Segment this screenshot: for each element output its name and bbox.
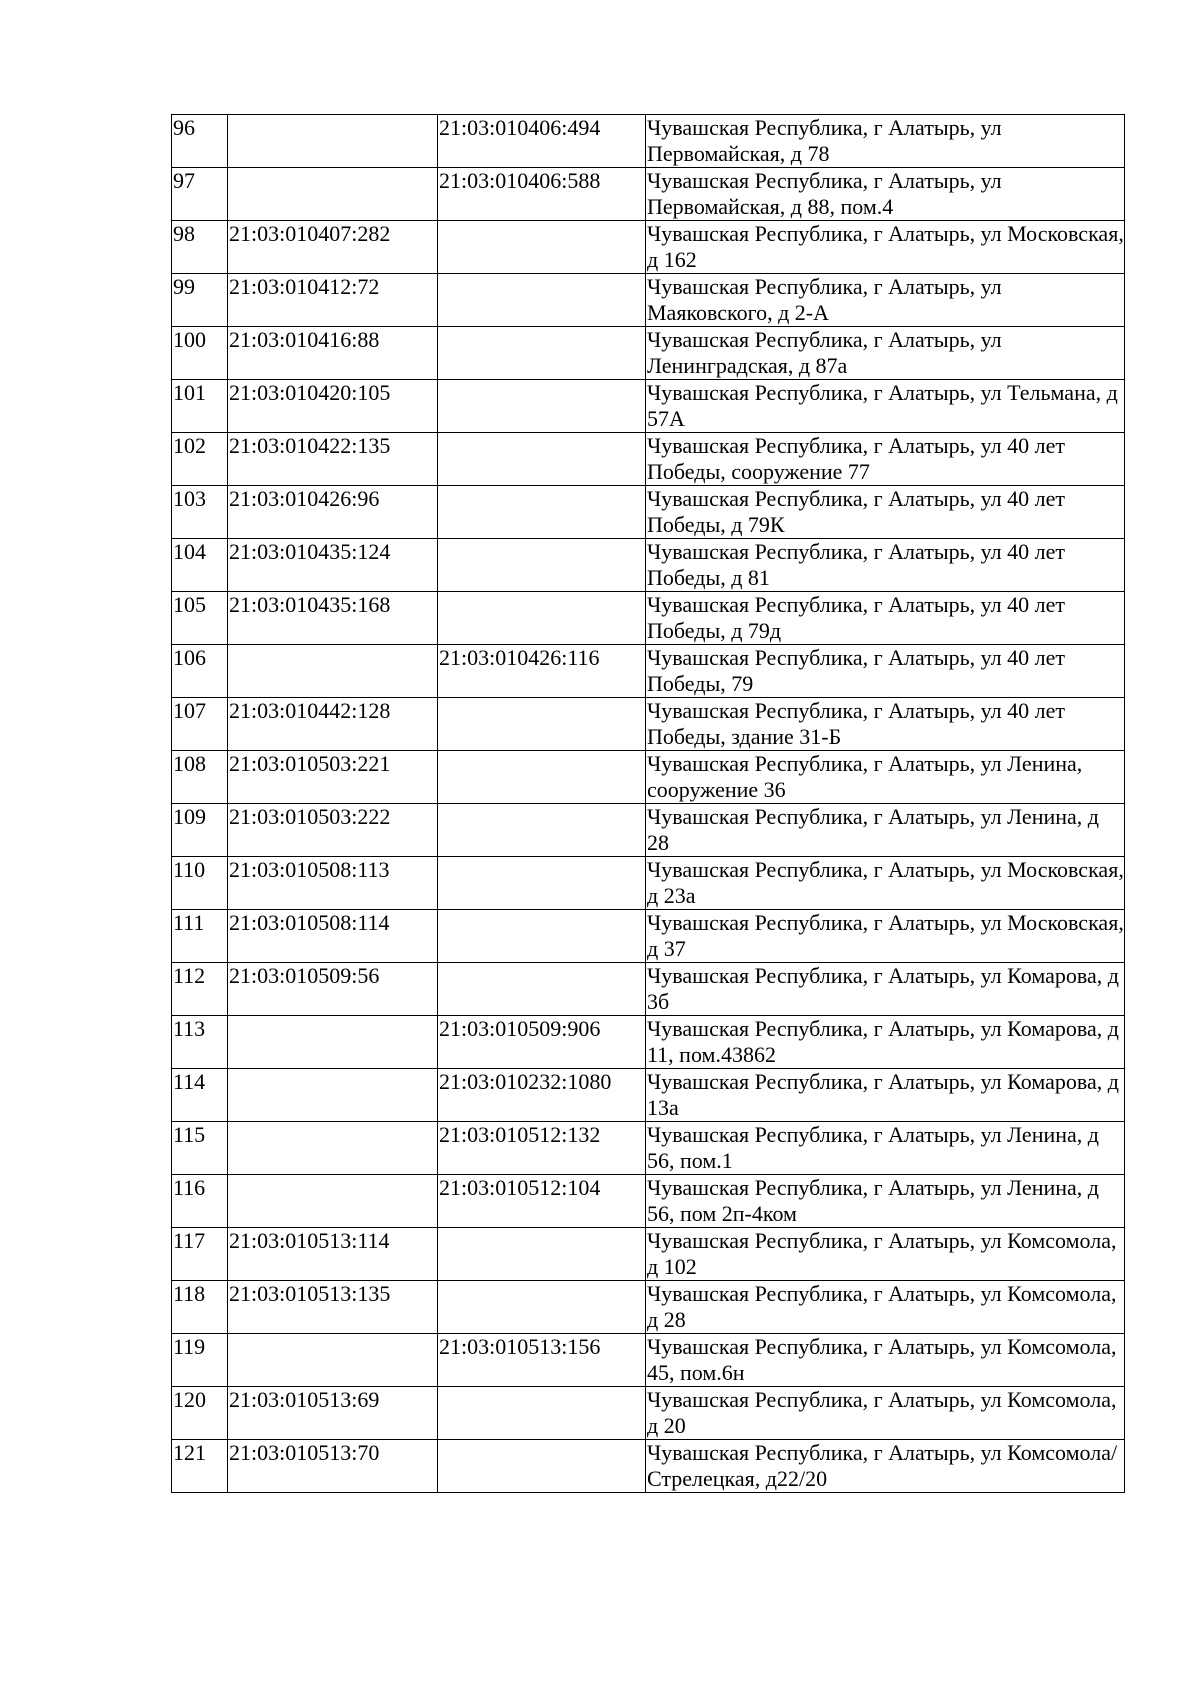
- object-cadastral-cell: 21:03:010406:494: [438, 115, 646, 168]
- table-row: [172, 168, 1125, 221]
- table-row: [172, 1069, 1125, 1122]
- object-cadastral-cell: [438, 327, 646, 380]
- address-cell: Чувашская Республика, г Алатырь, ул Московская, д 162: [647, 221, 1124, 272]
- land-cadastral-cell: 21:03:010422:135: [228, 433, 438, 486]
- row-number-cell: 104: [172, 539, 228, 592]
- object-cadastral-cell: 21:03:010232:1080: [438, 1069, 646, 1122]
- land-cadastral-cell: [228, 1334, 438, 1387]
- address-cell: Чувашская Республика, г Алатырь, ул Маяковского, д 2-А: [646, 274, 1125, 327]
- row-number-cell: 118: [172, 1281, 228, 1334]
- table-row: [172, 1334, 1125, 1387]
- address-cell: Чувашская Республика, г Алатырь, ул Ленина, сооружение 36: [646, 751, 1125, 804]
- object-cadastral-cell: [438, 539, 646, 592]
- object-cadastral-cell: 21:03:010426:116: [438, 645, 646, 698]
- address-cell: Чувашская Республика, г Алатырь, ул Первомайская, д 88, пом.4: [646, 168, 1125, 221]
- table-row: [172, 539, 1125, 592]
- row-number-cell: 115: [172, 1122, 228, 1175]
- row-number-cell: 103: [172, 486, 228, 539]
- land-cadastral-cell: 21:03:010513:114: [228, 1228, 438, 1281]
- land-cadastral-cell: [228, 1069, 438, 1122]
- address-cell: Чувашская Республика, г Алатырь, ул Ленина, д 56, пом 2п-4ком: [646, 1175, 1125, 1228]
- property-table-body: [172, 115, 1125, 1493]
- land-cadastral-cell: [228, 645, 438, 698]
- table-row: [172, 1228, 1125, 1281]
- address-cell: Чувашская Республика, г Алатырь, ул 40 лет Победы, д 79д: [646, 592, 1125, 645]
- object-cadastral-cell: [438, 804, 646, 857]
- row-number-cell: 97: [172, 168, 228, 221]
- object-cadastral-cell: [438, 1281, 646, 1334]
- address-cell: Чувашская Республика, г Алатырь, ул Московская, д 23а: [647, 857, 1124, 908]
- address-cell: Чувашская Республика, г Алатырь, ул Комсомола, д 28: [646, 1281, 1125, 1334]
- object-cadastral-cell: [438, 1228, 646, 1281]
- address-cell: Чувашская Республика, г Алатырь, ул 40 лет Победы, 79: [646, 645, 1125, 698]
- row-number-cell: 101: [172, 380, 228, 433]
- land-cadastral-cell: 21:03:010416:88: [228, 327, 438, 380]
- land-cadastral-cell: 21:03:010442:128: [228, 698, 438, 751]
- land-cadastral-cell: [228, 1016, 438, 1069]
- row-number-cell: 100: [172, 327, 228, 380]
- row-number-cell: 119: [172, 1334, 228, 1387]
- object-cadastral-cell: [438, 1387, 646, 1440]
- address-cell: Чувашская Республика, г Алатырь, ул Комсомола/Стрелецкая, д22/20: [646, 1440, 1125, 1493]
- object-cadastral-cell: [438, 380, 646, 433]
- row-number-cell: 121: [172, 1440, 228, 1493]
- address-cell: Чувашская Республика, г Алатырь, ул Комсомола, д 102: [646, 1228, 1125, 1281]
- address-cell: Чувашская Республика, г Алатырь, ул Тельмана, д 57А: [646, 380, 1125, 433]
- row-number-cell: 98: [172, 221, 228, 274]
- table-row: [172, 327, 1125, 380]
- land-cadastral-cell: [228, 1122, 438, 1175]
- table-row: [172, 963, 1125, 1016]
- row-number-cell: 107: [172, 698, 228, 751]
- object-cadastral-cell: [438, 751, 646, 804]
- object-cadastral-cell: 21:03:010513:156: [438, 1334, 646, 1387]
- row-number-cell: 111: [172, 910, 228, 963]
- address-cell: Чувашская Республика, г Алатырь, ул Комсомола, д 20: [646, 1387, 1125, 1440]
- row-number-cell: 113: [172, 1016, 228, 1069]
- row-number-cell: 99: [172, 274, 228, 327]
- object-cadastral-cell: [438, 698, 646, 751]
- table-row: [172, 380, 1125, 433]
- land-cadastral-cell: 21:03:010435:124: [228, 539, 438, 592]
- table-row: [172, 1387, 1125, 1440]
- land-cadastral-cell: 21:03:010513:135: [228, 1281, 438, 1334]
- land-cadastral-cell: 21:03:010420:105: [228, 380, 438, 433]
- land-cadastral-cell: [228, 115, 438, 168]
- address-cell: Чувашская Республика, г Алатырь, ул Ленинградская, д 87а: [646, 327, 1125, 380]
- object-cadastral-cell: [438, 274, 646, 327]
- table-row: [172, 1175, 1125, 1228]
- land-cadastral-cell: 21:03:010503:221: [228, 751, 438, 804]
- object-cadastral-cell: 21:03:010406:588: [438, 168, 646, 221]
- table-row: [172, 433, 1125, 486]
- address-cell: Чувашская Республика, г Алатырь, ул Московская, д 37: [647, 910, 1124, 961]
- row-number-cell: 106: [172, 645, 228, 698]
- table-row: [172, 115, 1125, 168]
- land-cadastral-cell: 21:03:010407:282: [228, 221, 438, 274]
- land-cadastral-cell: 21:03:010426:96: [228, 486, 438, 539]
- row-number-cell: 108: [172, 751, 228, 804]
- address-cell: Чувашская Республика, г Алатырь, ул Комарова, д 3б: [646, 963, 1125, 1016]
- object-cadastral-cell: [438, 433, 646, 486]
- address-cell: Чувашская Республика, г Алатырь, ул Комарова, д 13а: [646, 1069, 1125, 1122]
- land-cadastral-cell: 21:03:010513:69: [228, 1387, 438, 1440]
- table-row: [172, 221, 1125, 274]
- address-cell: Чувашская Республика, г Алатырь, ул 40 лет Победы, сооружение 77: [646, 433, 1125, 486]
- land-cadastral-cell: 21:03:010508:113: [228, 857, 438, 910]
- row-number-cell: 114: [172, 1069, 228, 1122]
- land-cadastral-cell: 21:03:010503:222: [228, 804, 438, 857]
- row-number-cell: 96: [172, 115, 228, 168]
- object-cadastral-cell: [438, 857, 646, 910]
- land-cadastral-cell: 21:03:010435:168: [228, 592, 438, 645]
- object-cadastral-cell: [438, 486, 646, 539]
- table-row: [172, 751, 1125, 804]
- land-cadastral-cell: 21:03:010509:56: [228, 963, 438, 1016]
- table-row: [172, 698, 1125, 751]
- land-cadastral-cell: [228, 1175, 438, 1228]
- object-cadastral-cell: [438, 963, 646, 1016]
- table-row: [172, 1440, 1125, 1493]
- table-row: [172, 1281, 1125, 1334]
- table-row: [172, 804, 1125, 857]
- row-number-cell: 105: [172, 592, 228, 645]
- table-row: [172, 486, 1125, 539]
- object-cadastral-cell: [438, 592, 646, 645]
- table-row: [172, 1122, 1125, 1175]
- row-number-cell: 117: [172, 1228, 228, 1281]
- table-row: [172, 274, 1125, 327]
- address-cell: Чувашская Республика, г Алатырь, ул 40 лет Победы, д 81: [646, 539, 1125, 592]
- object-cadastral-cell: [438, 910, 646, 963]
- object-cadastral-cell: [438, 1440, 646, 1493]
- table-row: [172, 1016, 1125, 1069]
- row-number-cell: 109: [172, 804, 228, 857]
- object-cadastral-cell: [438, 221, 646, 274]
- table-row: [172, 645, 1125, 698]
- property-table: [171, 114, 1125, 1493]
- table-row: [172, 857, 1125, 910]
- row-number-cell: 102: [172, 433, 228, 486]
- object-cadastral-cell: 21:03:010512:104: [438, 1175, 646, 1228]
- land-cadastral-cell: 21:03:010508:114: [228, 910, 438, 963]
- land-cadastral-cell: 21:03:010412:72: [228, 274, 438, 327]
- address-cell: Чувашская Республика, г Алатырь, ул Ленина, д 28: [646, 804, 1125, 857]
- row-number-cell: 112: [172, 963, 228, 1016]
- object-cadastral-cell: 21:03:010512:132: [438, 1122, 646, 1175]
- table-row: [172, 910, 1125, 963]
- address-cell: Чувашская Республика, г Алатырь, ул Комсомола, 45, пом.6н: [646, 1334, 1125, 1387]
- row-number-cell: 120: [172, 1387, 228, 1440]
- row-number-cell: 110: [172, 857, 228, 910]
- address-cell: Чувашская Республика, г Алатырь, ул 40 лет Победы, д 79К: [646, 486, 1125, 539]
- land-cadastral-cell: 21:03:010513:70: [228, 1440, 438, 1493]
- address-cell: Чувашская Республика, г Алатырь, ул Комарова, д 11, пом.43862: [646, 1016, 1125, 1069]
- row-number-cell: 116: [172, 1175, 228, 1228]
- address-cell: Чувашская Республика, г Алатырь, ул 40 лет Победы, здание 31-Б: [646, 698, 1125, 751]
- object-cadastral-cell: 21:03:010509:906: [438, 1016, 646, 1069]
- address-cell: Чувашская Республика, г Алатырь, ул Первомайская, д 78: [646, 115, 1125, 168]
- table-row: [172, 592, 1125, 645]
- land-cadastral-cell: [228, 168, 438, 221]
- address-cell: Чувашская Республика, г Алатырь, ул Ленина, д 56, пом.1: [646, 1122, 1125, 1175]
